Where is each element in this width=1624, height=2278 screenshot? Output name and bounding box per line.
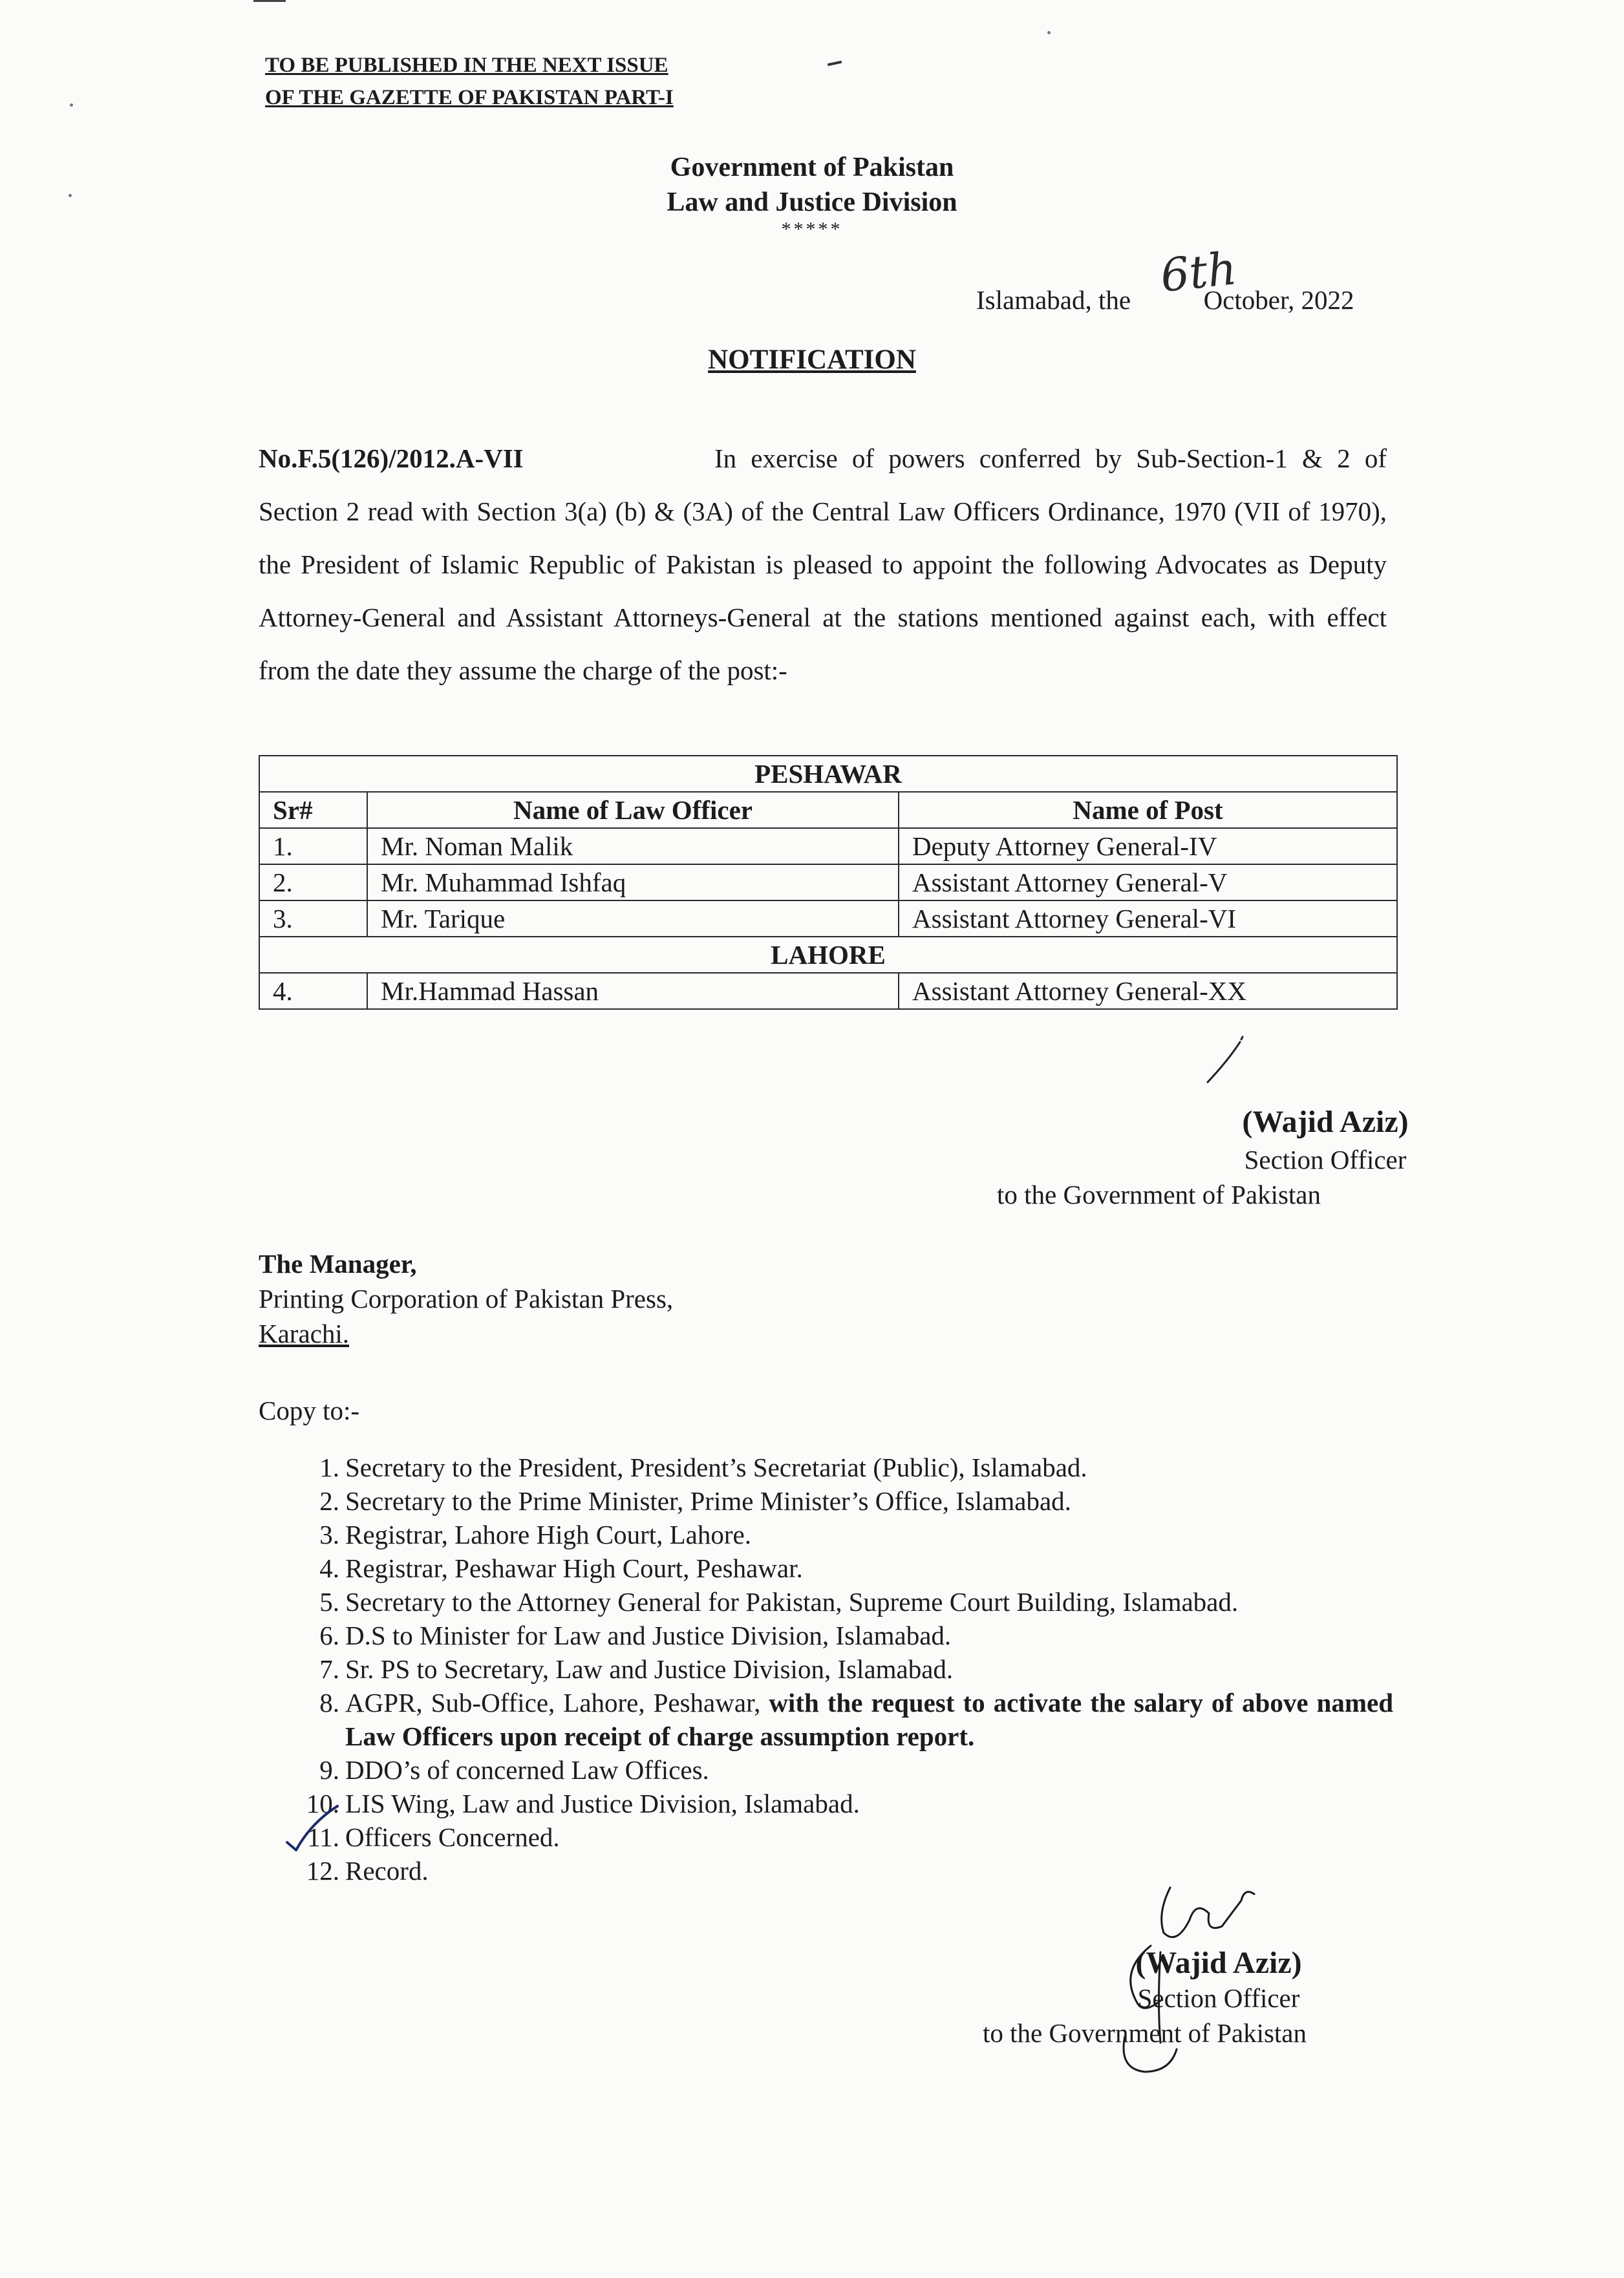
notification-body xyxy=(259,432,1387,697)
signature-stroke xyxy=(1202,1034,1248,1086)
row-post: Assistant Attorney General-V xyxy=(899,864,1397,900)
addressee-line-3: Karachi. xyxy=(259,1319,349,1348)
item-number: 7. xyxy=(319,1654,339,1684)
row-post: Deputy Attorney General-IV xyxy=(899,828,1397,864)
heading-stars: ***** xyxy=(781,218,843,240)
item-text: Secretary to the President, President’s Secretariat (Public), Islamabad. xyxy=(345,1453,1087,1482)
list-item xyxy=(294,1820,1393,1854)
row-name: Mr.Hammad Hassan xyxy=(367,973,899,1009)
list-item xyxy=(294,1652,1393,1686)
station-row xyxy=(259,756,1397,792)
station-row xyxy=(259,937,1397,973)
row-sr: 1. xyxy=(259,828,367,864)
item-text: Registrar, Lahore High Court, Lahore. xyxy=(345,1520,751,1549)
item-number: 2. xyxy=(319,1486,339,1516)
item-text: LIS Wing, Law and Justice Division, Islamabad. xyxy=(345,1789,860,1818)
header-name: Name of Law Officer xyxy=(367,792,899,828)
item-number: 9. xyxy=(319,1755,339,1785)
item-text: Registrar, Peshawar High Court, Peshawar. xyxy=(345,1553,803,1583)
item-number: 12. xyxy=(306,1856,339,1886)
copy-to-list xyxy=(294,1451,1393,1888)
scan-speck xyxy=(1047,31,1051,34)
notification-title xyxy=(0,344,1624,376)
list-item xyxy=(294,1753,1393,1787)
signatory-2-title: Section Officer xyxy=(1137,1983,1300,2013)
list-item xyxy=(294,1551,1393,1585)
item-number: 1. xyxy=(319,1453,339,1482)
item-bold-text: with the request to activate the salary of above named Law Officers upon receipt of charge assumption report. xyxy=(345,1688,1393,1751)
date-suffix: October, 2022 xyxy=(1203,285,1354,315)
signatory-name: (Wajid Aziz) xyxy=(1242,1105,1409,1139)
header-sr: Sr# xyxy=(259,792,367,828)
list-item xyxy=(294,1451,1393,1484)
government-name: Government of Pakistan xyxy=(670,153,954,182)
row-sr: 2. xyxy=(259,864,367,900)
list-item xyxy=(294,1619,1393,1652)
scan-speck xyxy=(70,103,73,107)
row-sr: 3. xyxy=(259,900,367,937)
gazette-line-2: OF THE GAZETTE OF PAKISTAN PART-I xyxy=(265,86,674,109)
item-number: 3. xyxy=(319,1520,339,1549)
table-row xyxy=(259,828,1397,864)
item-text: Secretary to the Attorney General for Pakistan, Supreme Court Building, Islamabad. xyxy=(345,1587,1239,1617)
list-item xyxy=(294,1686,1393,1753)
date-prefix: Islamabad, the xyxy=(976,285,1131,315)
row-name: Mr. Muhammad Ishfaq xyxy=(367,864,899,900)
reference-number: No.F.5(126)/2012.A-VII xyxy=(259,443,524,473)
officers-table xyxy=(259,755,1398,1010)
list-item xyxy=(294,1585,1393,1619)
item-text: Sr. PS to Secretary, Law and Justice Division, Islamabad. xyxy=(345,1654,954,1684)
station-peshawar: PESHAWAR xyxy=(259,756,1397,792)
list-item xyxy=(294,1518,1393,1551)
station-lahore: LAHORE xyxy=(259,937,1397,973)
signatory-2-org: to the Government of Pakistan xyxy=(983,2018,1307,2048)
addressee-line-2: Printing Corporation of Pakistan Press, xyxy=(259,1284,674,1314)
gazette-line-1: TO BE PUBLISHED IN THE NEXT ISSUE xyxy=(265,54,668,77)
row-name: Mr. Noman Malik xyxy=(367,828,899,864)
item-text: Officers Concerned. xyxy=(345,1822,560,1852)
item-number: 6. xyxy=(319,1621,339,1650)
header-row xyxy=(259,792,1397,828)
notification-title-text: NOTIFICATION xyxy=(708,345,916,375)
tick-mark xyxy=(282,1804,340,1855)
body-text: In exercise of powers conferred by Sub-Section-1 & 2 of Section 2 read with Section 3(a) (b) & (3A) of the Central Law Officers Ordinance, 1970 (VII of 1970), the President of Islamic Republic of Pakistan is pleased to appoint the following Advocates as Deputy Attorney-General and Assistant Attorneys-General at the stations mentioned against each, with effect from the date they assume the charge of the post:- xyxy=(259,443,1387,685)
header-post: Name of Post xyxy=(899,792,1397,828)
top-edge-mark xyxy=(253,0,286,2)
row-sr: 4. xyxy=(259,973,367,1009)
item-text: D.S to Minister for Law and Justice Division, Islamabad. xyxy=(345,1621,952,1650)
gazette-header xyxy=(265,49,674,114)
stray-mark xyxy=(828,61,842,66)
signatory-2-name: (Wajid Aziz) xyxy=(1135,1946,1302,1980)
table-row xyxy=(259,973,1397,1009)
row-post: Assistant Attorney General-XX xyxy=(899,973,1397,1009)
row-name: Mr. Tarique xyxy=(367,900,899,937)
item-number: 5. xyxy=(319,1587,339,1617)
item-text: DDO’s of concerned Law Offices. xyxy=(345,1755,709,1785)
signatory-title: Section Officer xyxy=(1244,1145,1407,1175)
item-text: Secretary to the Prime Minister, Prime Minister’s Office, Islamabad. xyxy=(345,1486,1071,1516)
handwritten-date-day: 6th xyxy=(1158,242,1239,303)
copy-to-label: Copy to:- xyxy=(259,1396,360,1425)
list-item xyxy=(294,1484,1393,1518)
item-number: 10. xyxy=(306,1789,339,1818)
addressee-block xyxy=(259,1246,673,1351)
item-text: Record. xyxy=(345,1856,429,1886)
signatory-block xyxy=(970,1102,1624,1212)
item-number: 4. xyxy=(319,1553,339,1583)
row-post: Assistant Attorney General-VI xyxy=(899,900,1397,937)
table-row xyxy=(259,900,1397,937)
item-number: 11. xyxy=(307,1822,339,1852)
addressee-title: The Manager, xyxy=(259,1249,417,1279)
list-item xyxy=(294,1787,1393,1820)
division-name: Law and Justice Division xyxy=(667,187,957,217)
signatory-block-2 xyxy=(983,1946,1435,2050)
table-row xyxy=(259,864,1397,900)
item-text: AGPR, Sub-Office, Lahore, Peshawar, xyxy=(345,1688,761,1718)
item-number: 8. xyxy=(319,1688,339,1718)
signatory-org: to the Government of Pakistan xyxy=(997,1180,1321,1209)
government-heading xyxy=(0,150,1624,239)
